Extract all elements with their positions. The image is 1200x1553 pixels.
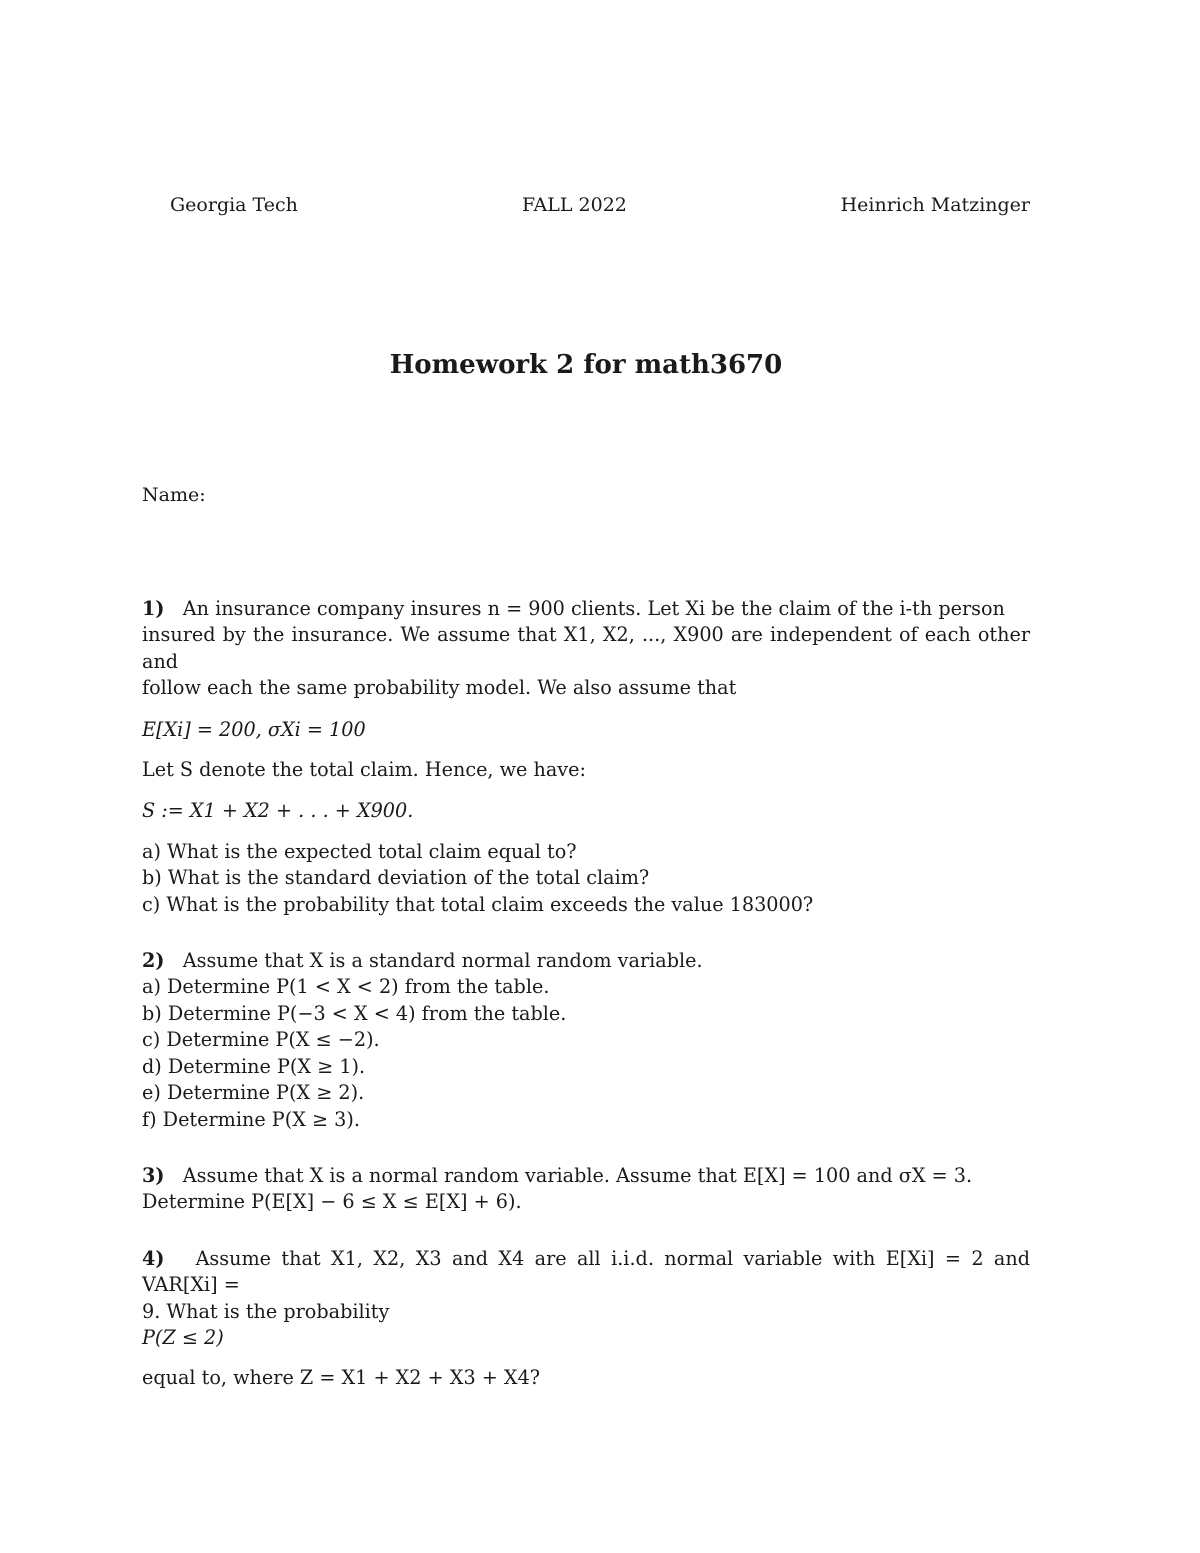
- question-4-display: P(Z ≤ 2): [142, 1325, 224, 1349]
- question-3-number: 3): [142, 1163, 165, 1187]
- question-2-intro: Assume that X is a standard normal random variable.: [182, 949, 703, 973]
- question-1-display-2: S := X1 + X2 + . . . + X900.: [142, 799, 414, 823]
- question-1-line-4: Let S denote the total claim. Hence, we have:: [142, 758, 586, 782]
- question-1-display-1: E[Xi] = 200, σXi = 100: [142, 717, 366, 741]
- question-4-number: 4): [142, 1246, 165, 1270]
- question-2-number: 2): [142, 949, 165, 973]
- question-1-part-b: b) What is the standard deviation of the total claim?: [142, 866, 650, 890]
- question-2-part-a: a) Determine P(1 < X < 2) from the table.: [142, 975, 550, 999]
- problems-body: [142, 596, 1030, 1392]
- question-2-part-d: d) Determine P(X ≥ 1).: [142, 1054, 366, 1078]
- question-2-part-b: b) Determine P(−3 < X < 4) from the table.: [142, 1001, 567, 1025]
- page-header: [170, 194, 1030, 222]
- question-1-line-1: An insurance company insures n = 900 clients. Let Xi be the claim of the i-th person: [182, 597, 1005, 620]
- question-2-part-c: c) Determine P(X ≤ −2).: [142, 1028, 380, 1052]
- question-2-part-f: f) Determine P(X ≥ 3).: [142, 1107, 360, 1131]
- question-1-number: 1): [142, 597, 165, 620]
- header-author: Heinrich Matzinger: [840, 194, 1030, 216]
- question-4-line-3: equal to, where Z = X1 + X2 + X3 + X4?: [142, 1366, 541, 1390]
- question-1: [142, 596, 1030, 918]
- question-2: [142, 948, 1030, 1133]
- question-2-part-e: e) Determine P(X ≥ 2).: [142, 1081, 365, 1105]
- question-1-line-3: follow each the same probability model. We also assume that: [142, 676, 737, 700]
- question-4: [142, 1246, 1030, 1392]
- question-1-line-2: insured by the insurance. We assume that X1, X2, ..., X900 are independent of each other and: [142, 623, 1030, 673]
- header-term: FALL 2022: [522, 194, 627, 216]
- header-institution: Georgia Tech: [170, 194, 298, 216]
- question-1-part-c: c) What is the probability that total claim exceeds the value 183000?: [142, 892, 814, 916]
- page-title: Homework 2 for math3670: [389, 350, 783, 380]
- question-3-line-1: Assume that X is a normal random variable. Assume that E[X] = 100 and σX = 3.: [182, 1163, 973, 1187]
- question-4-line-2: 9. What is the probability: [142, 1299, 390, 1323]
- question-3: [142, 1163, 1030, 1216]
- question-1-part-a: a) What is the expected total claim equal to?: [142, 839, 577, 863]
- question-4-line-1: Assume that X1, X2, X3 and X4 are all i.i.d. normal variable with E[Xi] = 2 and VAR[Xi] =: [142, 1246, 1030, 1297]
- name-field-label: Name:: [142, 484, 206, 506]
- question-3-line-2: Determine P(E[X] − 6 ≤ X ≤ E[X] + 6).: [142, 1190, 522, 1214]
